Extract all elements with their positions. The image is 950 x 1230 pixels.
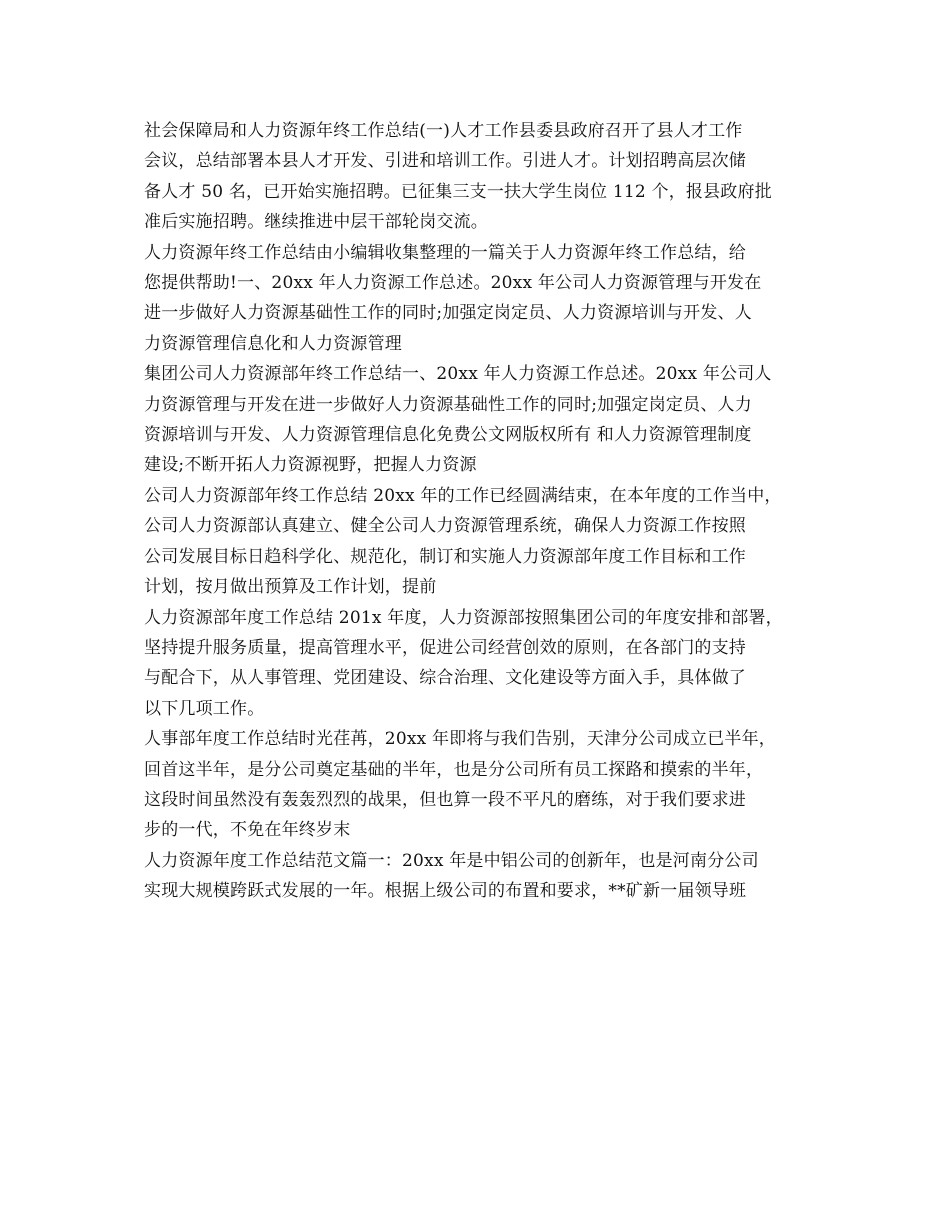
text-line: 步的一代，不免在年终岁末 — [144, 820, 351, 841]
text-line: 力资源管理与开发在进一步做好人力资源基础性工作的同时;加强定岗定员、人力 — [144, 394, 752, 415]
paragraph-1 — [144, 116, 812, 238]
text-line: 公司人力资源部年终工作总结 20xx 年的工作已经圆满结束，在本年度的工作当中， — [144, 485, 782, 506]
text-line: 回首这半年，是分公司奠定基础的半年，也是分公司所有员工探路和摸索的半年， — [144, 759, 764, 780]
text-line: 社会保障局和人力资源年终工作总结(一)人才工作县委县政府召开了县人才工作 — [144, 121, 743, 141]
text-line: 这段时间虽然没有轰轰烈烈的战果，但也算一段不平凡的磨练，对于我们要求进 — [144, 789, 746, 810]
paragraph-5 — [144, 603, 812, 725]
text-line: 公司发展目标日趋科学化、规范化，制订和实施人力资源部年度工作目标和工作 — [144, 546, 746, 567]
text-line: 进一步做好人力资源基础性工作的同时;加强定岗定员、人力资源培训与开发、人 — [144, 303, 752, 324]
text-line: 会议，总结部署本县人才开发、引进和培训工作。引进人才。计划招聘高层次储 — [144, 151, 746, 172]
document-body — [144, 116, 812, 907]
text-line: 计划，按月做出预算及工作计划，提前 — [144, 577, 437, 598]
paragraph-7 — [144, 846, 812, 907]
paragraph-3 — [144, 359, 812, 481]
text-line: 坚持提升服务质量，提高管理水平，促进公司经营创效的原则，在各部门的支持 — [144, 637, 746, 658]
text-line: 实现大规模跨跃式发展的一年。根据上级公司的布置和要求，**矿新一届领导班 — [144, 881, 747, 902]
paragraph-6 — [144, 724, 812, 846]
paragraph-2 — [144, 238, 812, 360]
text-line: 准后实施招聘。继续推进中层干部轮岗交流。 — [144, 212, 488, 233]
text-line: 以下几项工作。 — [144, 698, 265, 719]
text-line: 公司人力资源部认真建立、健全公司人力资源管理系统，确保人力资源工作按照 — [144, 516, 746, 537]
text-line: 力资源管理信息化和人力资源管理 — [144, 333, 402, 354]
text-line: 您提供帮助!一、20xx 年人力资源工作总述。20xx 年公司人力资源管理与开发在 — [144, 273, 762, 294]
text-line: 建设;不断开拓人力资源视野，把握人力资源 — [144, 455, 477, 476]
text-line: 集团公司人力资源部年终工作总结一、20xx 年人力资源工作总述。20xx 年公司人 — [144, 364, 772, 385]
text-line: 人力资源部年度工作总结 201x 年度，人力资源部按照集团公司的年度安排和部署， — [144, 607, 783, 628]
text-line: 资源培训与开发、人力资源管理信息化免费公文网版权所有 和人力资源管理制度 — [144, 425, 752, 446]
text-line: 与配合下，从人事管理、党团建设、综合治理、文化建设等方面入手，具体做了 — [144, 668, 746, 689]
text-line: 人力资源年终工作总结由小编辑收集整理的一篇关于人力资源年终工作总结，给 — [144, 242, 746, 263]
text-line: 人事部年度工作总结时光荏苒，20xx 年即将与我们告别，天津分公司成立已半年， — [144, 729, 777, 750]
paragraph-4 — [144, 481, 812, 603]
text-line: 备人才 50 名，已开始实施招聘。已征集三支一扶大学生岗位 112 个，报县政府批 — [144, 181, 772, 202]
text-line: 人力资源年度工作总结范文篇一：20xx 年是中铝公司的创新年，也是河南分公司 — [144, 850, 759, 871]
